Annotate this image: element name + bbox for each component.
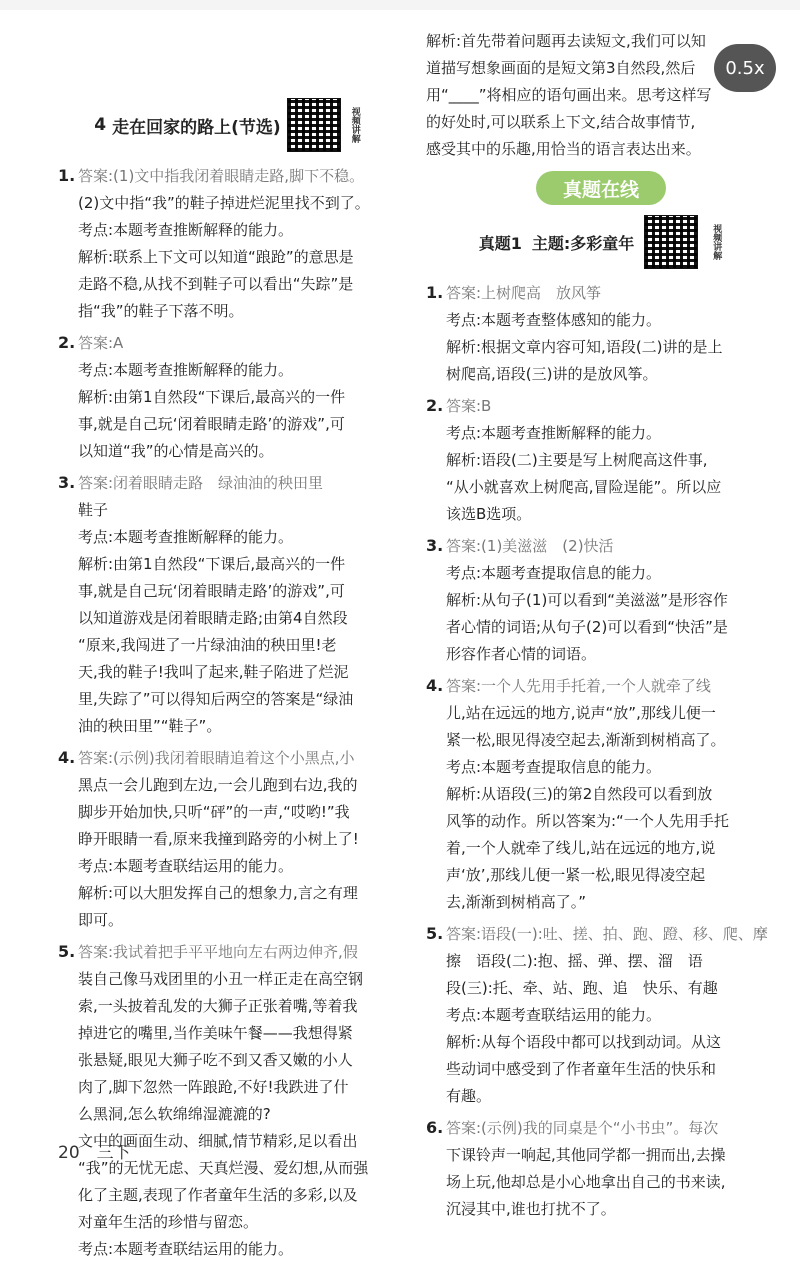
answer-line: 擦 语段(二):抱、摇、弹、摆、溜 语 — [446, 952, 703, 970]
answer-line: 解析:联系上下文可以知道“踉跄”的意思是 — [78, 248, 354, 266]
answer-item — [426, 920, 776, 1110]
qr-side-label: 视频讲解 — [711, 224, 722, 260]
answer-line: 走路不稳,从找不到鞋子可以看出“失踪”是 — [78, 275, 354, 293]
answer-line: 声‘放’,那线儿便一紧一松,眼见得凌空起 — [446, 866, 706, 884]
answer-line: (2)文中指“我”的鞋子掉进烂泥里找不到了。 — [78, 194, 370, 212]
lesson-number: 4 — [94, 115, 107, 135]
answer-line: 段(三):托、牵、站、跑、追 快乐、有趣 — [446, 979, 718, 997]
answer-line: 答案:(1)文中指我闭着眼睛走路,脚下不稳。 — [78, 167, 365, 185]
answer-line: 黑点一会儿跑到左边,一会儿跑到右边,我的 — [78, 776, 358, 794]
answer-line: 对童年生活的珍惜与留恋。 — [78, 1213, 259, 1231]
lesson-title-text: 走在回家的路上(节选) — [112, 117, 281, 138]
answer-line: 答案:(示例)我闭着眼睛追着这个小黑点,小 — [78, 749, 355, 767]
answer-line: 些动词中感受到了作者童年生活的快乐和 — [446, 1060, 717, 1078]
answer-line: 解析:从句子(1)可以看到“美滋滋”是形容作 — [446, 591, 728, 609]
page-footer: 20 三下 — [58, 1143, 131, 1163]
answer-line: 沉浸其中,谁也打扰不了。 — [446, 1200, 616, 1218]
answer-item — [426, 392, 776, 528]
answer-line: 形容作者心情的词语。 — [446, 645, 597, 663]
question-number: 5. — [58, 942, 76, 961]
answer-line: 考点:本题考查推断解释的能力。 — [78, 528, 294, 546]
answer-line: 该选B选项。 — [446, 505, 532, 523]
answer-line: 答案:A — [78, 334, 124, 352]
qr-side-label: 视频讲解 — [349, 107, 360, 143]
top-bar — [0, 0, 800, 10]
answer-line: 解析:从每个语段中都可以找到动词。从这 — [446, 1033, 722, 1051]
answer-line: 里,失踪了”可以得知后两空的答案是“绿油 — [78, 690, 354, 708]
answer-line: 指“我”的鞋子下落不明。 — [78, 302, 244, 320]
answer-item — [426, 279, 776, 388]
answer-item — [58, 744, 398, 934]
exam-label: 真题1 — [478, 233, 522, 253]
answer-line: 化了主题,表现了作者童年生活的多彩,以及 — [78, 1186, 358, 1204]
intro-line: 用“____”将相应的语句画出来。思考这样写 — [426, 86, 712, 104]
answer-line: 即可。 — [78, 911, 124, 929]
answer-item — [426, 672, 776, 916]
answer-line: 下课铃声一响起,其他同学都一拥而出,去操 — [446, 1146, 726, 1164]
answer-line: 答案:闭着眼睛走路 绿油油的秧田里 — [78, 474, 324, 492]
answer-line: 答案:我试着把手平平地向左右两边伸齐,假 — [78, 943, 358, 961]
answer-line: 解析:根据文章内容可知,语段(二)讲的是上 — [446, 338, 723, 356]
section-banner: 真题在线 — [536, 171, 666, 205]
answer-line: 考点:本题考查联结运用的能力。 — [78, 857, 294, 875]
answer-line: 事,就是自己玩‘闭着眼睛走路’的游戏”,可 — [78, 582, 345, 600]
answer-line: 解析:可以大胆发挥自己的想象力,言之有理 — [78, 884, 358, 902]
answer-line: 张悬疑,眼见大狮子吃不到又香又嫩的小人 — [78, 1051, 353, 1069]
right-answer-list — [426, 279, 776, 1223]
answer-line: 着,一个人就牵了线儿,站在远远的地方,说 — [446, 839, 716, 857]
qr-code-icon[interactable] — [644, 215, 698, 269]
right-column — [426, 28, 776, 1227]
question-number: 2. — [426, 396, 444, 415]
answer-line: 答案:(示例)我的同桌是个“小书虫”。每次 — [446, 1119, 719, 1137]
answer-line: 文中的画面生动、细腻,情节精彩,足以看出 — [78, 1132, 358, 1150]
answer-line: 答案:(1)美滋滋 (2)快活 — [446, 537, 614, 555]
intro-line: 的好处时,可以联系上下文,结合故事情节, — [426, 113, 696, 131]
right-intro-analysis — [426, 28, 776, 163]
answer-line: 答案:B — [446, 397, 492, 415]
answer-line: 以知道游戏是闭着眼睛走路;由第4自然段 — [78, 609, 348, 627]
question-number: 1. — [58, 166, 76, 185]
question-number: 3. — [58, 473, 76, 492]
answer-line: 考点:本题考查提取信息的能力。 — [446, 758, 662, 776]
answer-line: 事,就是自己玩‘闭着眼睛走路’的游戏”,可 — [78, 415, 345, 433]
question-number: 6. — [426, 1118, 444, 1137]
answer-line: 鞋子 — [78, 501, 109, 519]
answer-line: “从小就喜欢上树爬高,冒险逞能”。所以应 — [446, 478, 722, 496]
question-number: 4. — [426, 676, 444, 695]
question-number: 5. — [426, 924, 444, 943]
answer-line: 肉了,脚下忽然一阵踉跄,不好!我跌进了什 — [78, 1078, 349, 1096]
question-number: 3. — [426, 536, 444, 555]
answer-line: 儿,站在远远的地方,说声“放”,那线儿便一 — [446, 704, 716, 722]
answer-line: 考点:本题考查推断解释的能力。 — [78, 361, 294, 379]
left-column — [58, 28, 398, 1267]
answer-line: 紧一松,眼见得凌空起去,渐渐到树梢高了。 — [446, 731, 726, 749]
answer-line: 场上玩,他却总是小心地拿出自己的书来读, — [446, 1173, 726, 1191]
playback-speed-button[interactable]: 0.5x — [714, 44, 776, 92]
question-number: 4. — [58, 748, 76, 767]
answer-line: 者心情的词语;从句子(2)可以看到“快活”是 — [446, 618, 728, 636]
left-answer-list — [58, 162, 398, 1263]
answer-item — [58, 938, 398, 1263]
answer-item — [426, 532, 776, 668]
answer-line: 解析:语段(二)主要是写上树爬高这件事, — [446, 451, 708, 469]
answer-line: 考点:本题考查推断解释的能力。 — [446, 424, 662, 442]
qr-code-icon[interactable] — [287, 98, 341, 152]
exam-topic: 主题:多彩童年 — [531, 233, 635, 253]
answer-line: 天,我的鞋子!我叫了起来,鞋子陷进了烂泥 — [78, 663, 349, 681]
intro-line: 解析:首先带着问题再去读短文,我们可以知 — [426, 32, 706, 50]
answer-item — [426, 1114, 776, 1223]
question-number: 2. — [58, 333, 76, 352]
answer-line: 答案:语段(一):吐、搓、拍、跑、蹬、移、爬、摩 — [446, 925, 768, 943]
answer-line: “原来,我闯进了一片绿油油的秧田里!老 — [78, 636, 337, 654]
answer-line: 答案:一个人先用手托着,一个人就牵了线 — [446, 677, 711, 695]
answer-line: 考点:本题考查联结运用的能力。 — [446, 1006, 662, 1024]
answer-line: 掉进它的嘴里,当作美味午餐——我想得紧 — [78, 1024, 353, 1042]
question-number: 1. — [426, 283, 444, 302]
answer-line: 树爬高,语段(三)讲的是放风筝。 — [446, 365, 658, 383]
answer-line: 索,一头披着乱发的大狮子正张着嘴,等着我 — [78, 997, 358, 1015]
answer-line: 考点:本题考查联结运用的能力。 — [78, 1240, 294, 1258]
answer-line: 去,渐渐到树梢高了。” — [446, 893, 587, 911]
answer-line: 油的秧田里”“鞋子”。 — [78, 717, 222, 735]
answer-line: 解析:从语段(三)的第2自然段可以看到放 — [446, 785, 713, 803]
answer-line: 考点:本题考查整体感知的能力。 — [446, 311, 662, 329]
answer-line: 解析:由第1自然段“下课后,最高兴的一件 — [78, 388, 346, 406]
answer-line: 考点:本题考查推断解释的能力。 — [78, 221, 294, 239]
answer-line: 有趣。 — [446, 1087, 492, 1105]
answer-item — [58, 469, 398, 740]
answer-line: 以知道“我”的心情是高兴的。 — [78, 442, 274, 460]
intro-line: 感受其中的乐趣,用恰当的语言表达出来。 — [426, 140, 701, 158]
answer-line: 风筝的动作。所以答案为:“一个人先用手托 — [446, 812, 729, 830]
exam-title — [426, 215, 776, 269]
answer-line: 答案:上树爬高 放风筝 — [446, 284, 602, 302]
lesson-title — [58, 98, 398, 152]
answer-line: 么黑洞,怎么软绵绵湿漉漉的? — [78, 1105, 271, 1123]
answer-item — [58, 162, 398, 325]
answer-line: “我”的无忧无虑、天真烂漫、爱幻想,从而强 — [78, 1159, 369, 1177]
answer-line: 睁开眼睛一看,原来我撞到路旁的小树上了! — [78, 830, 359, 848]
answer-line: 脚步开始加快,只听“砰”的一声,“哎哟!”我 — [78, 803, 350, 821]
answer-line: 装自己像马戏团里的小丑一样正走在高空钢 — [78, 970, 364, 988]
answer-item — [58, 329, 398, 465]
intro-line: 道描写想象画面的是短文第3自然段,然后 — [426, 59, 696, 77]
answer-line: 解析:由第1自然段“下课后,最高兴的一件 — [78, 555, 346, 573]
answer-line: 考点:本题考查提取信息的能力。 — [446, 564, 662, 582]
